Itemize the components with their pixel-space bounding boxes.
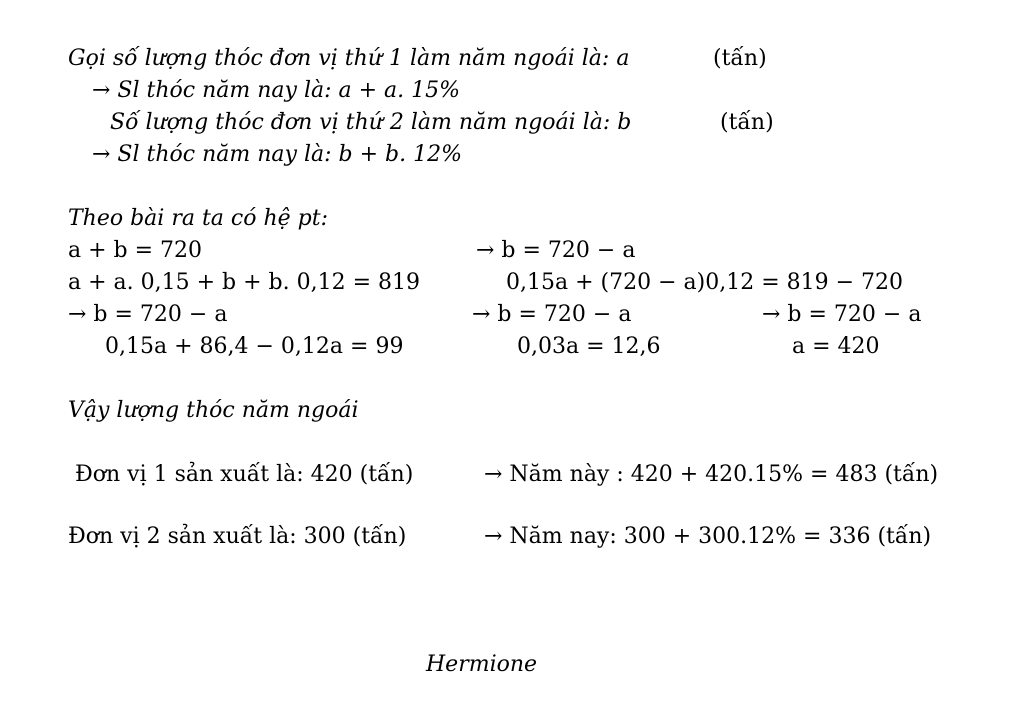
- eq-col1-row3: → b = 720 − a: [68, 302, 228, 327]
- intro-line-4: → Sl thóc năm nay là: b + b. 12%: [92, 142, 462, 167]
- eq-col1-row2: a + a. 0,15 + b + b. 0,12 = 819: [68, 270, 421, 295]
- intro-line-3-unit: (tấn): [720, 110, 774, 135]
- eq-col2-row2: 0,15a + (720 − a)0,12 = 819 − 720: [506, 270, 904, 295]
- unit1-production: Đơn vị 1 sản xuất là: 420 (tấn): [75, 462, 414, 487]
- eq-col3-row2: a = 420: [792, 334, 880, 359]
- eq-col2-row3: → b = 720 − a: [472, 302, 632, 327]
- eq-col1-row4: 0,15a + 86,4 − 0,12a = 99: [105, 334, 404, 359]
- system-heading: Theo bài ra ta có hệ pt:: [68, 206, 328, 231]
- eq-col1-row1: a + b = 720: [68, 238, 203, 263]
- eq-col2-row1: → b = 720 − a: [476, 238, 636, 263]
- unit2-production: Đơn vị 2 sản xuất là: 300 (tấn): [68, 524, 407, 549]
- signature: Hermione: [426, 652, 538, 677]
- eq-col2-row4: 0,03a = 12,6: [517, 334, 661, 359]
- eq-col3-row1: → b = 720 − a: [762, 302, 922, 327]
- conclusion-heading: Vậy lượng thóc năm ngoái: [68, 398, 359, 423]
- intro-line-2: → Sl thóc năm nay là: a + a. 15%: [92, 78, 461, 103]
- unit2-this-year: → Năm nay: 300 + 300.12% = 336 (tấn): [484, 524, 932, 549]
- unit1-this-year: → Năm này : 420 + 420.15% = 483 (tấn): [484, 462, 939, 487]
- intro-line-1-unit: (tấn): [713, 46, 767, 71]
- intro-line-3: Số lượng thóc đơn vị thứ 2 làm năm ngoái là: b: [110, 110, 632, 135]
- intro-line-1: Gọi số lượng thóc đơn vị thứ 1 làm năm ngoái là: a: [68, 46, 630, 71]
